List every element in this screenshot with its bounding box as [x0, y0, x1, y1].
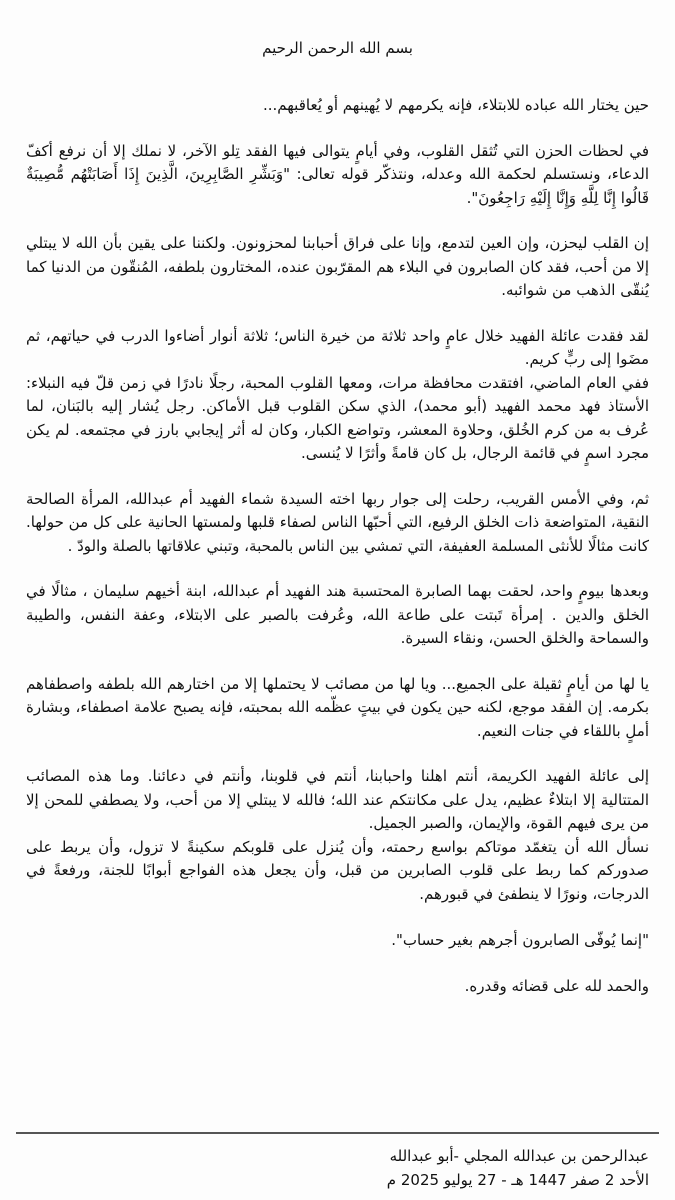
signature-date: الأحد 2 صفر 1447 هـ - 27 يوليو 2025 م — [386, 1171, 649, 1189]
signature-divider — [16, 1132, 659, 1134]
signature-author: عبدالرحمن بن عبدالله المجلي -أبو عبدالله — [389, 1147, 649, 1165]
paragraph-grief: إن القلب ليحزن، وإن العين لتدمع، وإنا على فراق أحبابنا لمحزونون. ولكننا على يقين بأن الله لا يبتلي إلا من أحب، فقد كان الصابرون في البلاء هم المقرّبون عنده، المختارون بلطفه، المُنقّون من الدنيا كما يُنقّى الذهب من شوائبه. — [26, 234, 649, 299]
paragraph-heavy-days: يا لها من أيامٍ ثقيلة على الجميع... ويا لها من مصائب لا يحتملها إلا من اختارهم الله بلطفه واصطفاهم بكرمه. إن الفقد موجع، لكنه حين يكون في بيتٍ عظّمه الله بمحبته، فإنه يصبح علامة اصطفاء، وبشارة أملٍ باللقاء في جنات النعيم. — [26, 674, 649, 740]
closing-quote: "إنما يُوفّى الصابرون أجرهم بغير حساب". — [391, 931, 649, 949]
signature-block — [26, 1144, 649, 1192]
paragraph-quran-verse: في لحظات الحزن التي تُثقل القلوب، وفي أيامٍ يتوالى فيها الفقد تِلو الآخر، لا نملك إلا أن نرفع أكفّ الدعاء، ونستسلم لحكمة الله وعدله، ونتذكّر قوله تعالى: "وَبَشِّرِ الصَّابِرِينَ، الَّذِينَ إِذَا أَصَابَتْهُم مُّصِيبَةٌ قَالُوا إِنَّا لِلَّهِ وَإِنَّا إِلَيْهِ رَاجِعُونَ". — [26, 141, 649, 207]
paragraph-hind: وبعدها بيومٍ واحد، لحقت بهما الصابرة المحتسبة هند الفهيد أم عبدالله، ابنة أخيهم سليمان ، مثالًا في الخلق والدين . إمرأة تَبتت على طاعة الله، وعُرفت بالصبر على الابتلاء، وعفة النفس، والطيبة والسماحة والخلق الحسن، ونقاء السيرة. — [26, 582, 649, 647]
paragraph-shamma: ثم، وفي الأمس القريب، رحلت إلى جوار ربها اخته السيدة شماء الفهيد أم عبدالله، المرأة الصالحة النقية، المتواضعة ذات الخلق الرفيع، التي أحبّها الناس لصفاء قلبها ولمستها الحانية على كل من حولها. كانت مثالًا للأنثى المسلمة العفيفة، التي تمشي بين الناس بالمحبة، وتبني علاقاتها بالصلة والودّ . — [26, 489, 649, 555]
closing-praise: والحمد لله على قضائه وقدره. — [464, 977, 649, 995]
paragraph-family-condolence: إلى عائلة الفهيد الكريمة، أنتم اهلنا واحبابنا، أنتم في قلوبنا، وأنتم في دعائنا. وما هذه المصائب المتتالية إلا ابتلاءٌ عظيم، يدل على مكانتكم عند الله؛ فالله لا يبتلي إلا من أحب، ولا يصطفي للمحن إلا من يرى فيهم القوة، والإيمان، والصبر الجميل. نسأل الله أن يتغمّد موتاكم بواسع رحمته، وأن يُنزل على قلوبكم سكينةً لا تزول، وأن يربط على صدوركم كما ربط على قلوب الصابرين من قبل، وأن يجعل هذه الفواجع أبوابًا للجنة، ورفعةً في الدرجات، ونورًا لا ينطفئ في قبورهم. — [26, 767, 649, 903]
opening-line: حين يختار الله عباده للابتلاء، فإنه يكرمهم لا يُهينهم أو يُعاقبهم... — [262, 96, 649, 114]
basmala-heading: بسم الله الرحمن الرحيم — [262, 39, 413, 57]
paragraph-fahd: لقد فقدت عائلة الفهيد خلال عامٍ واحد ثلاثة من خيرة الناس؛ ثلاثة أنوار أضاءوا الدرب في حياتهم، ثم مضَوا إلى ربٍّ كريم. ففي العام الماضي، افتقدت محافظة مرات، ومعها القلوب المحبة، رجلًا نادرًا في زمن قلّ فيه النبلاء: الأستاذ فهد محمد الفهيد (أبو محمد)، الذي سكن القلوب قبل الأماكن. رجل يُشار إليه بالبَنان، لما عُرف به من كرم الخُلق، وحلاوة المعشر، وتواضع الكبار، وكان له أثر إيجابي بارز في مجتمعه. لم يكن مجرد اسمٍ في قائمة الرجال، بل كان قامةً وأثرًا لا يُنسى. — [26, 326, 649, 462]
